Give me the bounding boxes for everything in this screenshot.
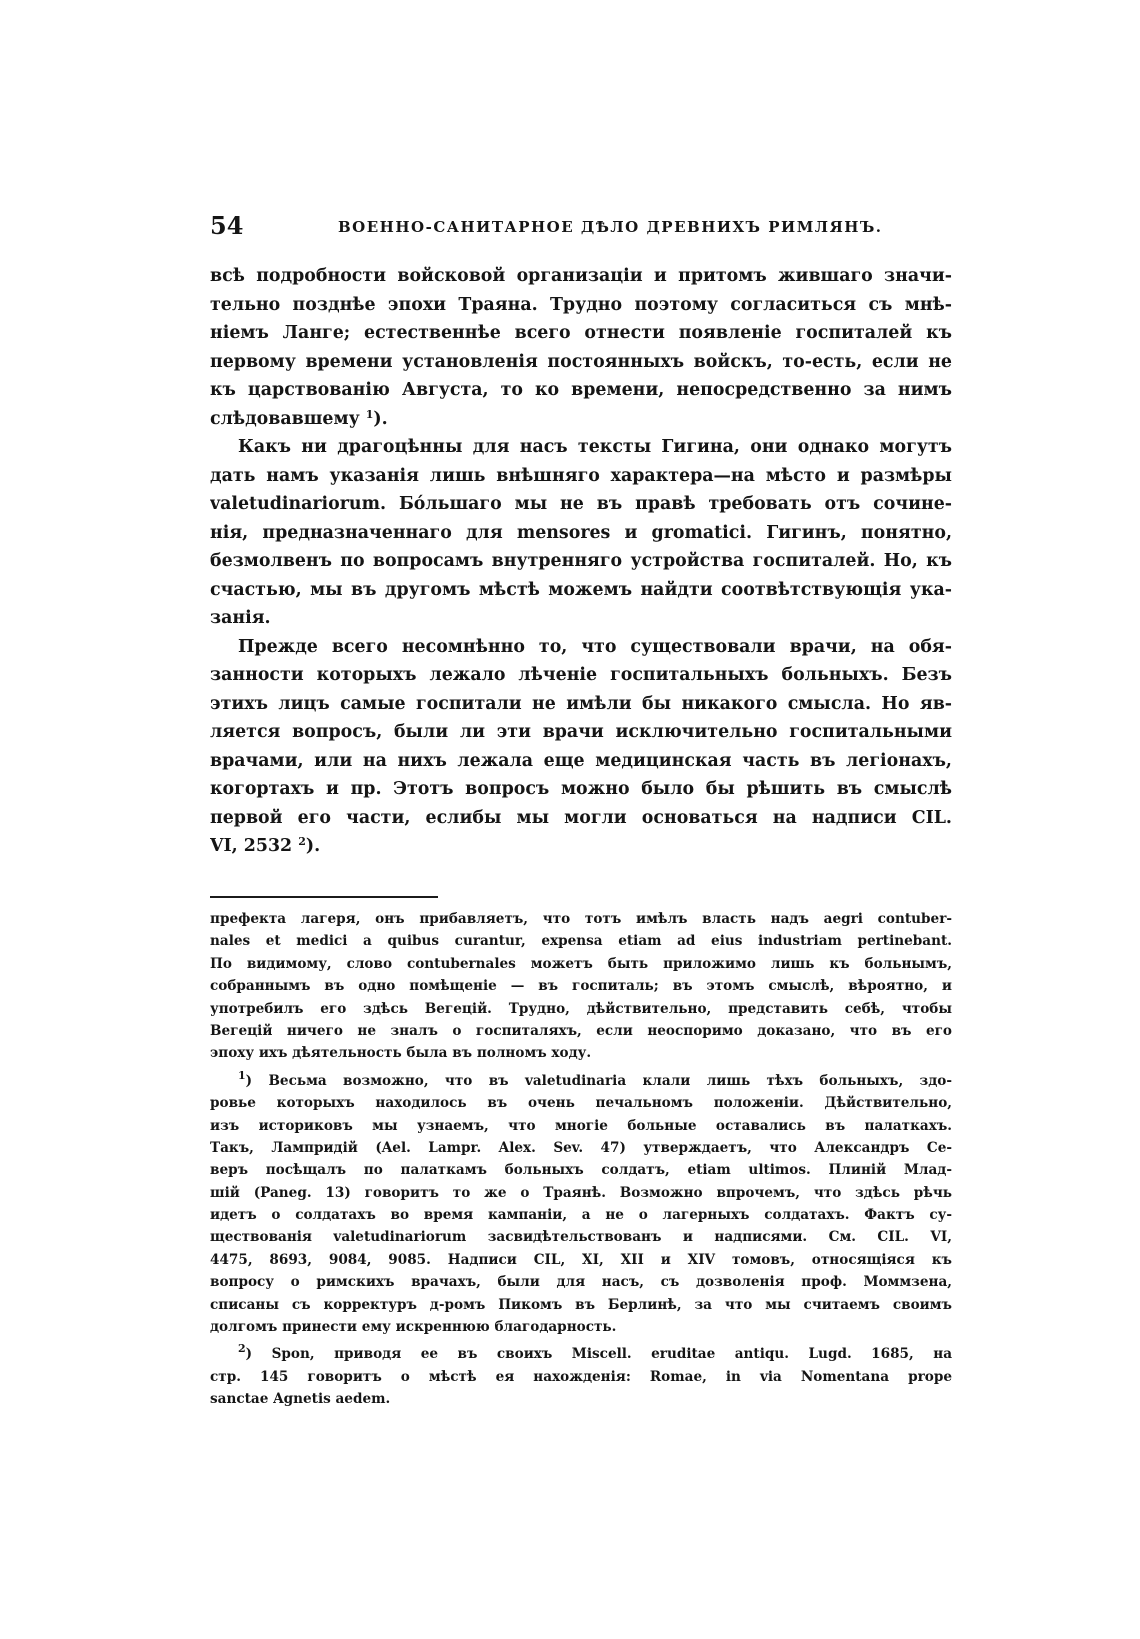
text-fragment: ) Spon, приводя ее въ своихъ Miscell. eruditae antiqu. Lugd. 1685, на — [245, 1346, 952, 1363]
text-fragment: ). — [373, 408, 388, 429]
footnote-reference: 1 — [365, 407, 374, 421]
footnote-line: sanctae Agnetis aedem. — [210, 1391, 391, 1408]
text-line: Прежде всего несомнѣнно то, что существовали врачи, на обя- — [238, 636, 952, 657]
footnote-line: Такъ, Лампридій (Ael. Lampr. Alex. Sev. 47) утверждаетъ, что Александръ Се- — [210, 1139, 952, 1156]
running-head — [210, 212, 952, 240]
footnote-line: употребилъ его здѣсь Вегецій. Трудно, дѣйствительно, представить себѣ, чтобы — [210, 1000, 952, 1017]
text-line: первой его части, еслибы мы могли основаться на надписи CIL. — [210, 807, 952, 828]
footnote-marker: 2 — [238, 1343, 246, 1356]
text-line: безмолвенъ по вопросамъ внутренняго устройства госпиталей. Но, къ — [210, 551, 952, 571]
footnote-line: шій (Paneg. 13) говоритъ то же о Траянѣ. Возможно впрочемъ, что здѣсь рѣчь — [210, 1184, 952, 1201]
footnote-line: списаны съ корректуръ д-ромъ Пикомъ въ Берлинѣ, за что мы считаемъ своимъ — [210, 1296, 952, 1313]
text-line: занности которыхъ лежало лѣченіе госпитальныхъ больныхъ. Безъ — [210, 665, 952, 685]
footnote-line: изъ историковъ мы узнаемъ, что многіе больные оставались въ палаткахъ. — [210, 1117, 952, 1134]
text-line: ляется вопросъ, были ли эти врачи исключительно госпитальными — [210, 722, 952, 742]
text-line: врачами, или на нихъ лежала еще медицинская часть въ легіонахъ, — [210, 750, 952, 771]
footnote-line: По видимому, слово contubernales можетъ быть приложимо лишь къ больнымъ, — [210, 955, 952, 972]
text-line: этихъ лицъ самые госпитали не имѣли бы никакого смысла. Но яв- — [210, 693, 952, 714]
text-line: когортахъ и пр. Этотъ вопросъ можно было бы рѣшить въ смыслѣ — [210, 779, 952, 799]
footnotes — [210, 908, 952, 1416]
text-line: дать намъ указанія лишь внѣшняго характера—на мѣсто и размѣры — [210, 465, 952, 486]
text-line: valetudinariorum. Бóльшаго мы не въ правѣ требовать отъ сочине- — [210, 494, 952, 514]
paragraph — [210, 433, 952, 633]
text-line: всѣ подробности войсковой организаціи и притомъ жившаго значи- — [210, 266, 952, 286]
text-fragment: VI, 2532 — [210, 836, 293, 856]
paragraph — [210, 262, 952, 433]
footnote-line: вопросу о римскихъ врачахъ, были для насъ, съ дозволенія проф. Моммзена, — [210, 1274, 952, 1291]
text-fragment: ) Весьма возможно, что въ valetudinaria клали лишь тѣхъ больныхъ, здо- — [245, 1072, 952, 1089]
text-line — [210, 832, 952, 861]
page-number: 54 — [210, 211, 244, 240]
footnote-reference: 2 — [298, 835, 306, 848]
paragraph — [210, 633, 952, 861]
footnote-line: 4475, 8693, 9084, 9085. Надписи CIL, XI, XII и XIV томовъ, относящіяся къ — [210, 1251, 952, 1268]
footnote-line: долгомъ принести ему искреннюю благодарность. — [210, 1319, 617, 1336]
footnote-line: стр. 145 говоритъ о мѣстѣ ея нахожденія: Romae, in via Nomentana prope — [210, 1368, 952, 1385]
footnote-line: идетъ о солдатахъ во время кампаніи, а не о лагерныхъ солдатахъ. Фактъ су- — [210, 1207, 952, 1224]
text-line: тельно позднѣе эпохи Траяна. Трудно поэтому согласиться съ мнѣ- — [210, 294, 952, 315]
footnote-continued — [210, 908, 952, 1065]
text-line — [210, 405, 952, 434]
running-title: ВОЕННО-САНИТАРНОЕ ДѢЛО ДРЕВНИХЪ РИМЛЯНЪ. — [338, 218, 883, 236]
footnote-line: префекта лагеря, онъ прибавляетъ, что тотъ имѣлъ власть надъ aegri contuber- — [210, 911, 952, 927]
main-text — [210, 262, 952, 861]
footnote-line: ровье которыхъ находилось въ очень печальномъ положеніи. Дѣйствительно, — [210, 1095, 952, 1112]
footnote-divider — [210, 896, 438, 898]
footnote-line: собраннымъ въ одно помѣщеніе — въ госпиталь; въ этомъ смыслѣ, вѣроятно, и — [210, 978, 952, 995]
footnote-line: эпоху ихъ дѣятельность была въ полномъ ходу. — [210, 1045, 592, 1062]
text-line: ніемъ Ланге; естественнѣе всего отнести появленіе госпиталей къ — [210, 323, 952, 343]
text-line: къ царствованію Августа, то ко времени, непосредственно за нимъ — [210, 380, 952, 400]
text-line: первому времени установленія постоянныхъ войскъ, то-есть, если не — [210, 351, 952, 372]
text-fragment: ). — [305, 836, 321, 856]
text-line: занія. — [210, 608, 271, 628]
footnote-2 — [210, 1343, 952, 1410]
text-line: Какъ ни драгоцѣнны для насъ тексты Гигина, они однако могутъ — [238, 437, 952, 457]
text-line: счастью, мы въ другомъ мѣстѣ можемъ найдти соотвѣтствующія ука- — [210, 579, 952, 600]
footnote-line — [210, 1343, 952, 1365]
footnote-1 — [210, 1070, 952, 1339]
footnote-marker: 1 — [238, 1069, 246, 1082]
footnote-line: Вегецій ничего не зналъ о госпиталяхъ, если неоспоримо доказано, что въ его — [210, 1022, 952, 1039]
footnote-line — [210, 1070, 952, 1092]
text-fragment: слѣдовавшему — [210, 408, 360, 429]
footnote-line: ществованія valetudinariorum засвидѣтельствованъ и надписями. См. CIL. VI, — [210, 1229, 952, 1246]
footnote-line: nales et medici a quibus curantur, expensa etiam ad eius industriam pertinebant. — [210, 933, 952, 950]
text-line: нія, предназначеннаго для mensores и gromatici. Гигинъ, понятно, — [210, 522, 952, 543]
footnote-line: веръ посѣщалъ по палаткамъ больныхъ солдатъ, etiam ultimos. Плиній Млад- — [210, 1162, 952, 1179]
